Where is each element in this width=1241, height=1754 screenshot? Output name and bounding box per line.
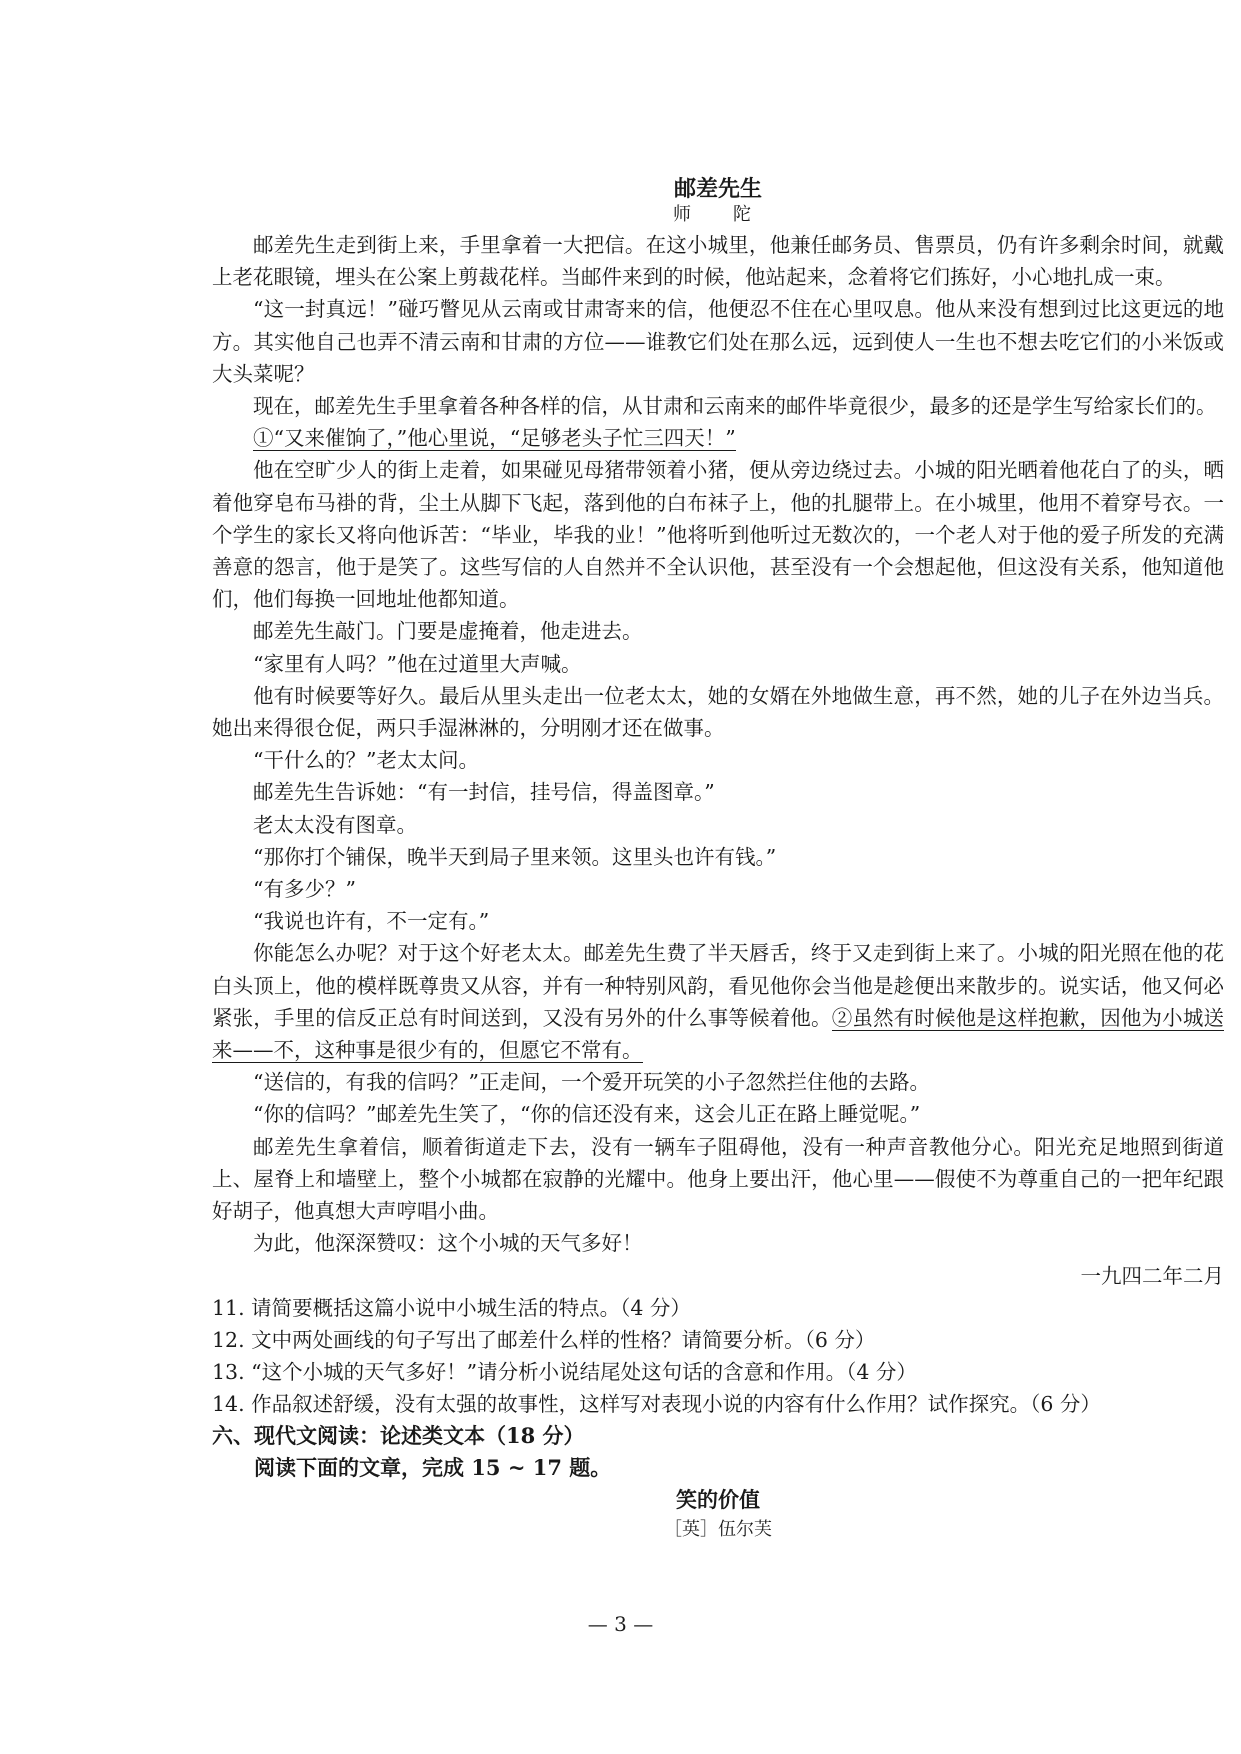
paragraph-13: “有多少？”: [253, 877, 356, 902]
question-11: 11. 请简要概括这篇小说中小城生活的特点。（4 分）: [212, 1295, 691, 1320]
underlined-sentence-1: ①“又来催饷了，”他心里说，“足够老头子忙三四天！”: [253, 426, 736, 451]
paragraph-10: 邮差先生告诉她：“有一封信，挂号信，得盖图章。”: [253, 780, 715, 805]
question-13: 13. “这个小城的天气多好！”请分析小说结尾处这句话的含意和作用。（4 分）: [212, 1359, 917, 1384]
paragraph-5: 他在空旷少人的街上走着，如果碰见母猪带领着小猪，便从旁边绕过去。小城的阳光晒着他花白了的头，晒着他穿皂布马褂的背，尘土从脚下飞起，落到他的白布袜子上，他的扎腿带上。在小城里，他用不着穿号衣。一个学生的家长又将向他诉苦：“毕业，毕我的业！”他将听到他听过无数次的，一个老人对于他的爱子所发的充满善意的怨言，他于是笑了。这些写信的人自然并不全认识他，甚至没有一个会想起他，但这没有关系，他知道他们，他们每换一回地址他都知道。: [212, 458, 1224, 612]
paragraph-8: 他有时候要等好久。最后从里头走出一位老太太，她的女婿在外地做生意，再不然，她的儿子在外边当兵。她出来得很仓促，两只手湿淋淋的，分明刚才还在做事。: [212, 683, 1224, 741]
paragraph-9: “干什么的？”老太太问。: [253, 748, 479, 773]
paragraph-11: 老太太没有图章。: [253, 812, 417, 837]
paragraph-12: “那你打个铺保，晚半天到局子里来领。这里头也许有钱。”: [253, 844, 777, 869]
paragraph-16: “送信的，有我的信吗？”正走间，一个爱开玩笑的小子忽然拦住他的去路。: [253, 1070, 930, 1095]
paragraph-14: “我说也许有，不一定有。”: [253, 909, 490, 934]
paragraph-3: 现在，邮差先生手里拿着各种各样的信，从甘肃和云南来的邮件毕竟很少，最多的还是学生写给家长们的。: [253, 394, 1217, 419]
essay-author: ［英］伍尔芙: [664, 1518, 772, 1540]
article-date: 一九四二年二月: [1080, 1263, 1224, 1288]
section-instruction: 阅读下面的文章，完成 15 ~ 17 题。: [254, 1454, 612, 1480]
paragraph-19: 为此，他深深赞叹：这个小城的天气多好！: [253, 1231, 643, 1256]
underlined-sentence-2: ②虽然有时候他是这样抱歉，因他为小城送来——不，这种事是很少有的，但愿它不常有。: [212, 1005, 1224, 1063]
page-number: — 3 —: [587, 1612, 654, 1636]
paragraph-2: “这一封真远！”碰巧瞥见从云南或甘肃寄来的信，他便忍不住在心里叹息。他从来没有想到过比这更远的地方。其实他自己也弄不清云南和甘肃的方位——谁教它们处在那么远，远到使人一生也不想去吃它们的小米饭或大头菜呢？: [212, 297, 1224, 386]
article-title: 邮差先生: [673, 176, 762, 202]
paragraph-15: [212, 937, 1224, 1066]
question-14: 14. 作品叙述舒缓，没有太强的故事性，这样写对表现小说的内容有什么作用？试作探究。（6 分）: [212, 1391, 1101, 1416]
article-author: 师 陀: [673, 204, 763, 225]
document-column: [212, 175, 1224, 1544]
paragraph-6: 邮差先生敲门。门要是虚掩着，他走进去。: [253, 619, 643, 644]
question-12: 12. 文中两处画线的句子写出了邮差什么样的性格？请简要分析。（6 分）: [212, 1327, 876, 1352]
essay-title: 笑的价值: [676, 1486, 760, 1512]
paragraph-17: “你的信吗？”邮差先生笑了，“你的信还没有来，这会儿正在路上睡觉呢。”: [253, 1102, 921, 1127]
section-heading: 六、现代文阅读：论述类文本（18 分）: [212, 1422, 585, 1448]
paragraph-15-text: 你能怎么办呢？对于这个好老太太。邮差先生费了半天唇舌，终于又走到街上来了。小城的阳光照在他的花白头顶上，他的模样既尊贵又从容，并有一种特别风韵，看见他你会当他是趁便出来散步的。说实话，他又何必紧张，手里的信反正总有时间送到，又没有另外的什么事等候着他。: [212, 941, 1224, 1030]
paragraph-18: 邮差先生拿着信，顺着街道走下去，没有一辆车子阻碍他，没有一种声音教他分心。阳光充足地照到街道上、屋脊上和墙壁上，整个小城都在寂静的光耀中。他身上要出汗，他心里——假使不为尊重自己的一把年纪跟好胡子，他真想大声哼唱小曲。: [212, 1134, 1224, 1224]
paragraph-7: “家里有人吗？”他在过道里大声喊。: [253, 651, 582, 676]
paragraph-4: [212, 422, 1224, 454]
paragraph-1: 邮差先生走到街上来，手里拿着一大把信。在这小城里，他兼任邮务员、售票员，仍有许多剩余时间，就戴上老花眼镜，埋头在公案上剪裁花样。当邮件来到的时候，他站起来，念着将它们拣好，小心地扎成一束。: [212, 233, 1224, 290]
